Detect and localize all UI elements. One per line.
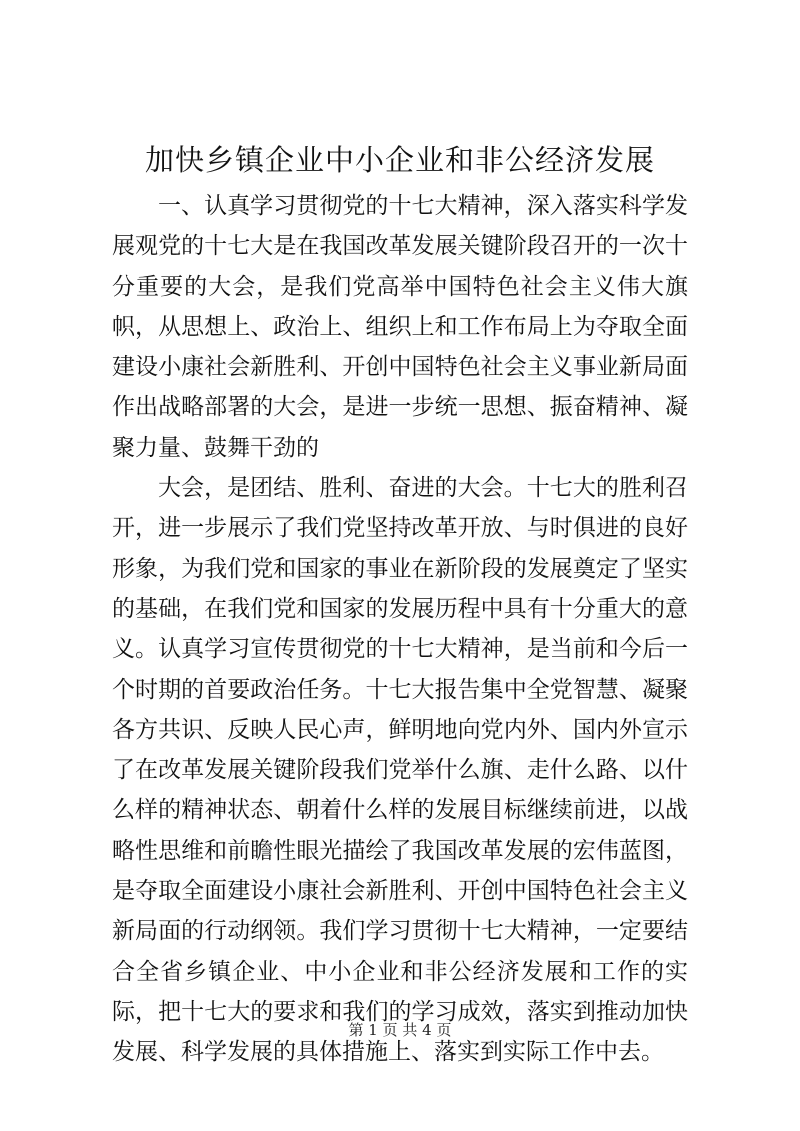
paragraph-2: 大会，是团结、胜利、奋进的大会。十七大的胜利召开，进一步展示了我们党坚持改革开放、与时俱进的良好形象，为我们党和国家的事业在新阶段的发展奠定了坚实的基础，在我们党和国家的发展历程中具有十分重大的意义。认真学习宣传贯彻党的十七大精神，是当前和今后一个时期的首要政治任务。十七大报告集中全党智慧、凝聚各方共识、反映人民心声，鲜明地向党内外、国内外宣示了在改革发展关键阶段我们党举什么旗、走什么路、以什么样的精神状态、朝着什么样的发展目标继续前进，以战略性思维和前瞻性眼光描绘了我国改革发展的宏伟蓝图，是夺取全面建设小康社会新胜利、开创中国特色社会主义新局面的行动纲领。我们学习贯彻十七大精神，一定要结合全省乡镇企业、中小企业和非公经济发展和工作的实际，把十七大的要求和我们的学习成效，落实到推动加快发展、科学发展的具体措施上、落实到实际工作中去。 xyxy=(112,475,688,1066)
paragraph-1: 一、认真学习贯彻党的十七大精神，深入落实科学发展观党的十七大是在我国改革发展关键阶段召开的一次十分重要的大会，是我们党高举中国特色社会主义伟大旗帜，从思想上、政治上、组织上和工作布局上为夺取全面建设小康社会新胜利、开创中国特色社会主义事业新局面作出战略部署的大会，是进一步统一思想、振奋精神、凝聚力量、鼓舞干劲的 xyxy=(112,193,688,461)
page-footer xyxy=(0,1020,800,1040)
page-indicator: 第 1 页 共 4 页 xyxy=(348,1021,452,1039)
document-body xyxy=(112,186,688,1073)
document-title: 加快乡镇企业中小企业和非公经济发展 xyxy=(144,143,655,177)
